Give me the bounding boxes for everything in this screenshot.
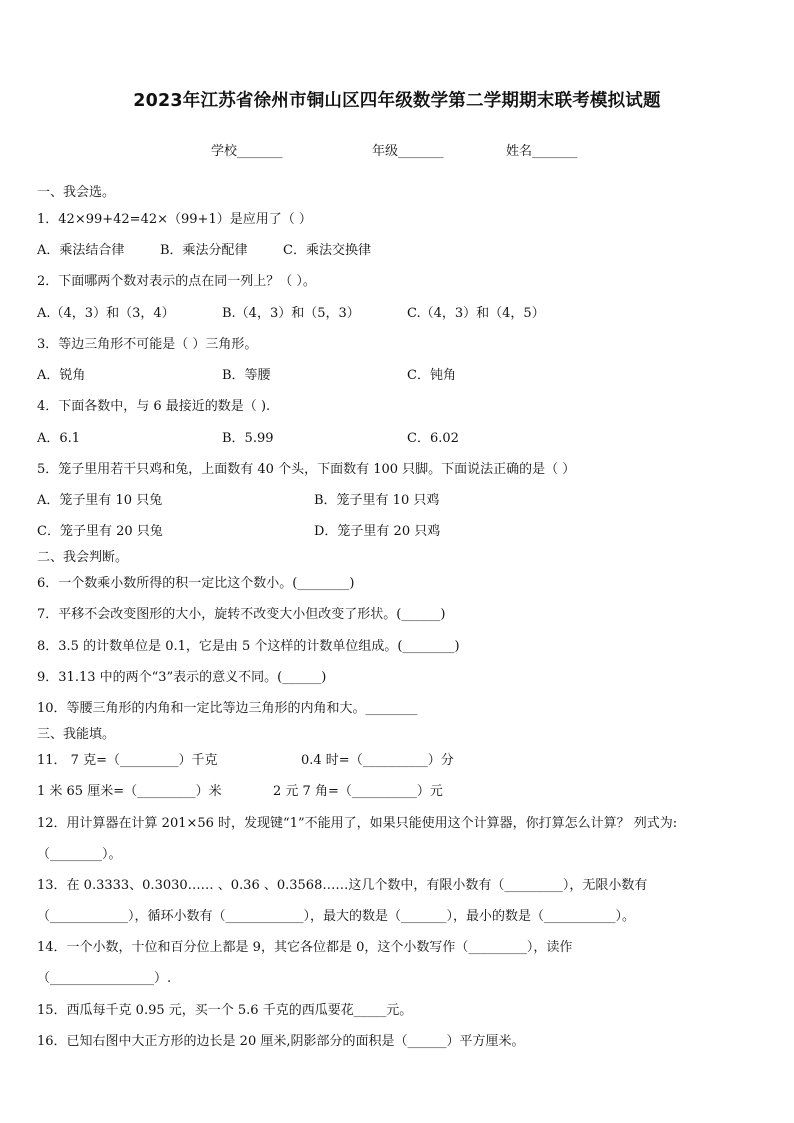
grade-field: 年级_______ (372, 144, 444, 159)
question-8: 8．3.5 的计数单位是 0.1，它是由 5 个这样的计数单位组成。(________) (37, 639, 460, 654)
question-11-part-4: 2 元 7 角=（__________）元 (273, 784, 443, 799)
question-14: 14．一个小数，十位和百分位上都是 9，其它各位都是 0，这个小数写作（_________），读作 (37, 940, 573, 955)
question-14-continued: （________________）. (37, 971, 172, 986)
page-title: 2023年江苏省徐州市铜山区四年级数学第二学期期末联考模拟试题 (133, 91, 661, 111)
question-3-option-c: C．钝角 (407, 368, 456, 383)
question-1-option-b: B．乘法分配律 (160, 243, 248, 258)
question-5-option-d: D．笼子里有 20 只鸡 (314, 524, 441, 539)
question-16: 16．已知右图中大正方形的边长是 20 厘米,阴影部分的面积是（______）平方厘米。 (37, 1034, 525, 1049)
question-12: 12．用计算器在计算 201×56 时，发现键“1”不能用了，如果只能使用这个计算器，你打算怎么计算？ 列式为: (37, 816, 678, 831)
question-5: 5．笼子里用若干只鸡和兔，上面数有 40 个头，下面数有 100 只脚。下面说法正确的是（ ） (37, 462, 576, 477)
name-field: 姓名_______ (506, 144, 578, 159)
question-5-option-b: B．笼子里有 10 只鸡 (314, 493, 440, 508)
question-1-option-c: C．乘法交换律 (283, 243, 371, 258)
question-2-option-a: A.（4，3）和（3，4） (37, 306, 175, 321)
question-5-option-a: A．笼子里有 10 只兔 (37, 493, 163, 508)
question-7: 7．平移不会改变图形的大小，旋转不改变大小但改变了形状。(______) (37, 607, 446, 622)
question-9: 9．31.13 中的两个“3”表示的意义不同。(______) (37, 670, 327, 685)
section-3-heading: 三、我能填。 (37, 727, 116, 742)
question-4: 4．下面各数中，与 6 最接近的数是（ ). (37, 399, 271, 414)
question-2-option-c: C.（4，3）和（4，5） (407, 306, 545, 321)
question-4-option-c: C．6.02 (407, 431, 459, 446)
section-1-heading: 一、我会选。 (37, 185, 116, 200)
question-5-option-c: C．笼子里有 20 只兔 (37, 524, 163, 539)
question-11-part-2: 0.4 时=（__________）分 (301, 753, 454, 768)
question-2-option-b: B.（4，3）和（5，3） (222, 306, 360, 321)
question-1-option-a: A．乘法结合律 (37, 243, 125, 258)
question-1: 1．42×99+42=42×（99+1）是应用了（ ） (37, 212, 312, 227)
question-3: 3．等边三角形不可能是（ ）三角形。 (37, 337, 258, 352)
question-3-option-a: A．锐角 (37, 368, 86, 383)
question-11-part-1: 11． 7 克=（_________）千克 (37, 753, 218, 768)
question-3-option-b: B．等腰 (222, 368, 271, 383)
question-12-answer: （________）。 (37, 847, 122, 862)
section-2-heading: 二、我会判断。 (37, 550, 129, 565)
question-2: 2．下面哪两个数对表示的点在同一列上？（ ）。 (37, 274, 316, 289)
question-13: 13．在 0.3333、0.3030…… 、0.36 、0.3568……这几个数中，有限小数有（_________），无限小数有 (37, 878, 648, 893)
question-6: 6．一个数乘小数所得的积一定比这个数小。(________) (37, 576, 355, 591)
question-11-part-3: 1 米 65 厘米=（_________）米 (37, 784, 222, 799)
question-4-option-a: A．6.1 (37, 431, 81, 446)
question-13-continued: （____________），循环小数有（____________），最大的数是（_______），最小的数是（___________）。 (37, 909, 636, 924)
question-10: 10．等腰三角形的内角和一定比等边三角形的内角和大。________ (37, 701, 418, 716)
question-4-option-b: B．5.99 (222, 431, 274, 446)
question-15: 15．西瓜每千克 0.95 元，买一个 5.6 千克的西瓜要花_____元。 (37, 1003, 413, 1018)
school-field: 学校_______ (211, 144, 283, 159)
